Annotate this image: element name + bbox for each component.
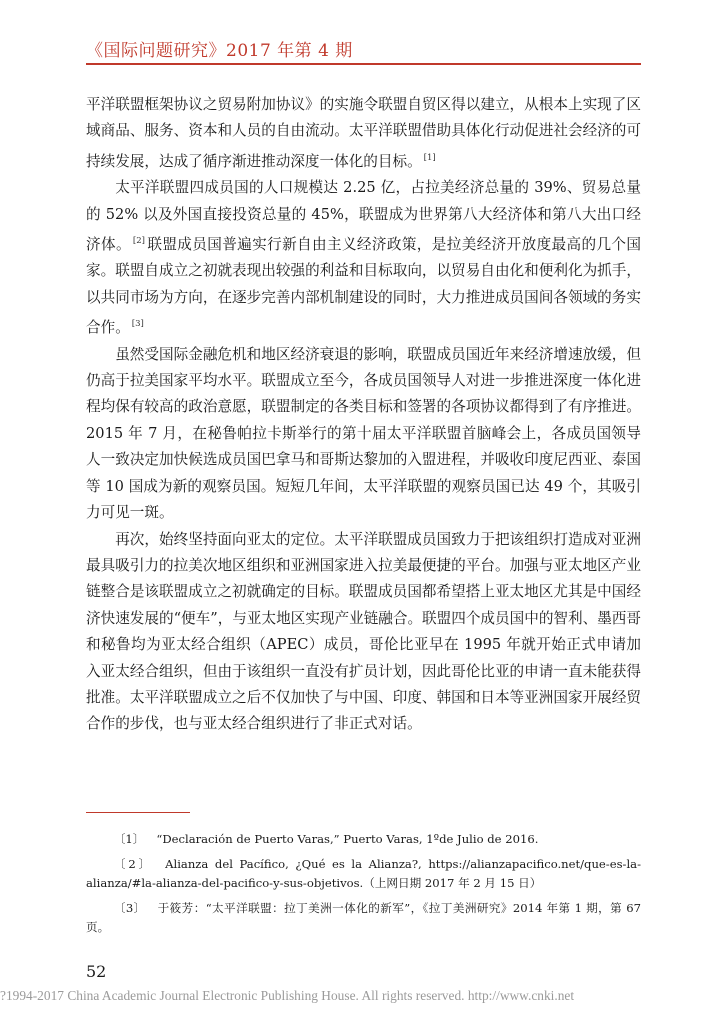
footnote-text: 于筱芳：“太平洋联盟：拉丁美洲一体化的新军”，《拉丁美洲研究》2014 年第 1 期，第 67 页。 xyxy=(86,901,641,934)
body-paragraph-3 xyxy=(86,342,641,527)
header-divider xyxy=(86,63,641,65)
article-body xyxy=(86,92,641,738)
footnote-number: 〔3〕 xyxy=(113,901,146,915)
footnotes xyxy=(86,830,641,943)
copyright-watermark: ?1994-2017 China Academic Journal Electronic Publishing House. All rights reserved. http://www.cnki.net xyxy=(0,988,575,1003)
footnote-number: 〔1〕 xyxy=(113,832,145,846)
page-number: 52 xyxy=(86,962,107,981)
body-paragraph-4 xyxy=(86,527,641,738)
footnote-ref-3[interactable]: [3] xyxy=(131,319,144,330)
body-paragraph-2 xyxy=(86,175,641,341)
footnote-3 xyxy=(86,899,641,937)
footnote-ref-1[interactable]: [1] xyxy=(423,152,436,163)
paragraph-text: 虽然受国际金融危机和地区经济衰退的影响，联盟成员国近年来经济增速放缓，但仍高于拉美国家平均水平。联盟成立至今，各成员国领导人对进一步推进深度一体化进程均保有较高的政治意愿，联盟制定的各类目标和签署的各项协议都得到了有序推进。2015 年 7 月，在秘鲁帕拉卡斯举行的第十届太平洋联盟首脑峰会上，各成员国领导人一致决定加快候选成员国巴拿马和哥斯达黎加的入盟进程，并吸收印度尼西亚、泰国等 10 国成为新的观察员国。短短几年间，太平洋联盟的观察员国已达 49 个，其吸引力可见一斑。 xyxy=(86,345,641,522)
paragraph-text: 太平洋联盟四成员国的人口规模达 2.25 亿，占拉美经济总量的 39%、贸易总量的 52% 以及外国直接投资总量的 45%，联盟成为世界第八大经济体和第八大出口经济体。 xyxy=(86,179,641,254)
footnote-ref-2[interactable]: [2] xyxy=(132,236,145,247)
footnote-text: “Declaración de Puerto Varas,” Puerto Varas, 1ºde Julio de 2016. xyxy=(156,832,539,846)
paragraph-text: 再次，始终坚持面向亚太的定位。太平洋联盟成员国致力于把该组织打造成对亚洲最具吸引力的拉美次地区组织和亚洲国家进入拉美最便捷的平台。加强与亚太地区产业链整合是该联盟成立之初就确定的目标。联盟成员国都希望搭上亚太地区尤其是中国经济快速发展的“便车”，与亚太地区实现产业链融合。联盟四个成员国中的智利、墨西哥和秘鲁均为亚太经合组织（APEC）成员，哥伦比亚早在 1995 年就开始正式申请加入亚太经合组织，但由于该组织一直没有扩员计划，因此哥伦比亚的申请一直未能获得批准。太平洋联盟成立之后不仅加快了与中国、印度、韩国和日本等亚洲国家开展经贸合作的步伐，也与亚太经合组织进行了非正式对话。 xyxy=(86,530,641,733)
paragraph-text: 平洋联盟框架协议之贸易附加协议》的实施令联盟自贸区得以建立，从根本上实现了区域商品、服务、资本和人员的自由流动。太平洋联盟借助具体化行动促进社会经济的可持续发展，达成了循序渐进推动深度一体化的目标。 xyxy=(86,96,641,170)
journal-header-title: 《国际问题研究》2017 年第 4 期 xyxy=(86,41,353,61)
footnote-text: Alianza del Pacífico, ¿Qué es la Alianza?, https://alianzapacifico.net/que-es-la-alianza/#la-alianza-del-pacifico-y-sus-objetivos.（上网日期 2017 年 2 月 15 日） xyxy=(86,857,641,890)
footnote-divider xyxy=(86,812,190,813)
footnote-2 xyxy=(86,855,641,893)
body-paragraph-1 xyxy=(86,92,641,175)
paragraph-text: 联盟成员国普遍实行新自由主义经济政策，是拉美经济开放度最高的几个国家。联盟自成立之初就表现出较强的利益和目标取向，以贸易自由化和便利化为抓手，以共同市场为方向，在逐步完善内部机制建设的同时，大力推进成员国间各领域的务实合作。 xyxy=(86,236,641,337)
footnote-1 xyxy=(86,830,641,849)
footnote-number: 〔2〕 xyxy=(113,857,154,871)
